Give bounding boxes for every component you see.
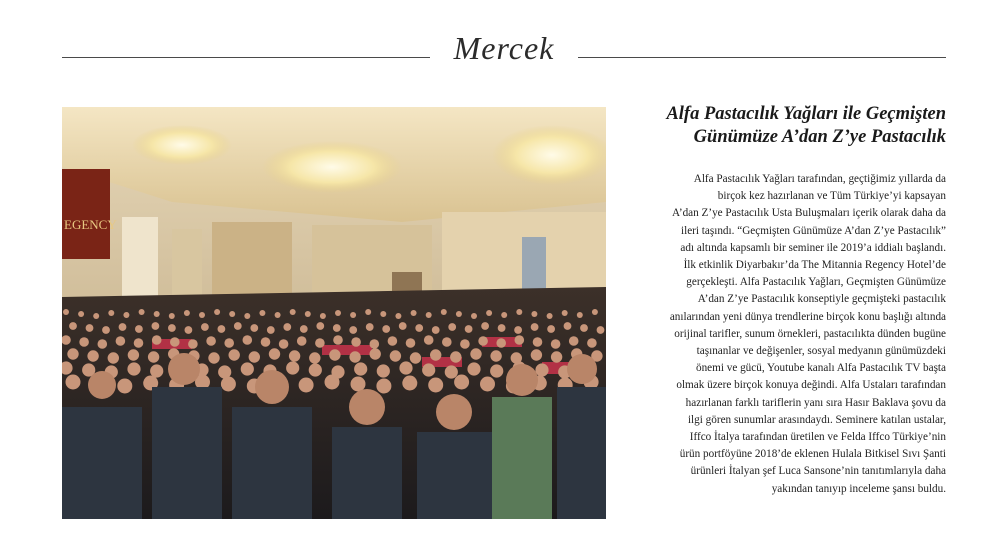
- audience-head: [424, 335, 434, 345]
- body-line: yakından tanıyıp inceleme şansı buldu.: [771, 482, 946, 495]
- audience-head: [498, 324, 506, 332]
- headline-line: Alfa Pastacılık Yağları ile Geçmişten: [666, 104, 946, 124]
- audience-head: [315, 338, 325, 348]
- audience-head: [350, 312, 356, 318]
- audience-head: [547, 313, 553, 319]
- audience-head: [481, 322, 489, 330]
- audience-head: [597, 326, 605, 334]
- audience-head: [206, 336, 216, 346]
- audience-head: [214, 309, 220, 315]
- audience-head: [229, 311, 235, 317]
- body-line: birçok kez hazırlanan ve Tüm Türkiye’yi kapsayan: [717, 190, 946, 203]
- audience-head: [410, 352, 421, 363]
- audience-head: [309, 363, 322, 376]
- audience-head: [366, 323, 374, 331]
- audience-head: [349, 351, 360, 362]
- audience-head: [241, 362, 254, 375]
- audience-head: [305, 311, 311, 317]
- audience-head: [79, 337, 89, 347]
- audience-head: [234, 322, 242, 330]
- audience-head: [456, 311, 462, 317]
- body-line: A’dan Z’ye Pastacılık konseptiyle geçmişteki pastacılık: [697, 293, 946, 306]
- audience-head: [188, 339, 198, 349]
- audience-head: [411, 310, 417, 316]
- audience-head: [199, 312, 205, 318]
- audience-head: [377, 364, 390, 377]
- audience-head: [490, 364, 503, 377]
- audience-head: [562, 310, 568, 316]
- audience-head: [78, 311, 84, 317]
- audience-head: [300, 325, 308, 333]
- audience-head: [108, 310, 114, 316]
- audience-head: [478, 336, 488, 346]
- audience-head: [290, 309, 296, 315]
- seminar-photo: [62, 107, 606, 519]
- audience-head: [471, 313, 477, 319]
- audience-head: [564, 322, 572, 330]
- audience-head: [501, 312, 507, 318]
- audience-head: [127, 362, 140, 375]
- audience-head: [422, 363, 435, 376]
- header-rule-right: [578, 57, 946, 58]
- audience-head: [243, 335, 253, 345]
- audience-head: [442, 337, 452, 347]
- audience-head: [382, 325, 390, 333]
- audience-head: [490, 350, 501, 361]
- audience-head: [402, 376, 417, 391]
- audience-head: [448, 323, 456, 331]
- audience-head: [249, 351, 260, 362]
- audience-head: [569, 336, 579, 346]
- body-line: Iffco İtalya tarafından üretilen ve Felda Iffco Türkiye’nin: [689, 431, 946, 444]
- audience-head: [168, 324, 176, 332]
- body-line: ileri taşındı. “Geçmişten Günümüze A’dan Z’ye Pastacılık”: [680, 224, 946, 237]
- audience-head: [267, 326, 275, 334]
- audience-head: [370, 348, 381, 359]
- audience-head: [119, 323, 127, 331]
- audience-head: [269, 348, 280, 359]
- audience-head: [514, 326, 522, 334]
- audience-head: [325, 375, 340, 390]
- audience-head: [86, 324, 94, 332]
- audience-head: [399, 322, 407, 330]
- body-line: orijinal tarifler, sunum örnekleri, pastacılıkta dünden bugüne: [674, 327, 946, 340]
- audience-head: [169, 313, 175, 319]
- audience-head: [551, 351, 562, 362]
- header-rule-left: [62, 57, 430, 58]
- audience-head: [229, 349, 240, 360]
- audience-head: [261, 337, 271, 347]
- audience-head: [218, 325, 226, 333]
- body-line: İlk etkinlik Diyarbakır’da The Mitannia Regency Hotel’de: [683, 259, 946, 272]
- audience-head: [577, 312, 583, 318]
- audience-head: [531, 323, 539, 331]
- audience-head: [320, 313, 326, 319]
- audience-head: [551, 339, 561, 349]
- audience-head: [450, 351, 461, 362]
- audience-head: [516, 309, 522, 315]
- body-line: önemi ve gücü, Youtube kanalı Alfa Pastacılık TV başta: [695, 362, 946, 375]
- audience-head: [279, 339, 289, 349]
- audience-head: [395, 313, 401, 319]
- body-line: ürünleri İtalyan şef Luca Sansone’nin tanıtımlarıyla daha: [690, 465, 946, 478]
- audience-head: [515, 335, 525, 345]
- body-line: anılarından yeni dünya trendlerine birçok konu başlığı altında: [669, 310, 946, 323]
- audience-head: [531, 311, 537, 317]
- audience-head: [250, 324, 258, 332]
- audience-head: [587, 338, 597, 348]
- audience-head: [335, 310, 341, 316]
- body-line: ürün portföyüne 2018’de eklenen Hulala Bitkisel Sıvı Şanti: [679, 448, 946, 461]
- body-line: A’dan Z’ye Pastacılık Usta Buluşmaları içerik olarak daha da: [672, 207, 946, 220]
- body-line: gerçekleşti. Alfa Pastacılık Yağları, Geçmişten Günümüze: [686, 276, 946, 289]
- audience-head: [286, 361, 299, 374]
- audience-head: [592, 309, 598, 315]
- audience-head: [380, 311, 386, 317]
- audience-head: [365, 309, 371, 315]
- audience-head: [470, 348, 481, 359]
- audience-head: [486, 310, 492, 316]
- audience-head: [184, 310, 190, 316]
- audience-head: [98, 339, 108, 349]
- audience-head: [108, 352, 119, 363]
- audience-head: [460, 339, 470, 349]
- body-line: adı altında kapsamlı bir seminer ile 2019’a iddialı başlandı.: [680, 241, 946, 254]
- audience-head: [123, 312, 129, 318]
- audience-head: [63, 309, 69, 315]
- audience-head: [329, 349, 340, 360]
- audience-head: [185, 326, 193, 334]
- body-line: ilgi gören sunumlar arasındaydı. Seminere katılan ustalar,: [687, 413, 946, 426]
- section-title: Mercek: [453, 30, 555, 66]
- audience-head: [150, 364, 163, 377]
- audience-head: [349, 326, 357, 334]
- audience-head: [102, 326, 110, 334]
- audience-head: [441, 309, 447, 315]
- audience-head: [547, 325, 555, 333]
- audience-head: [152, 322, 160, 330]
- audience-head: [289, 350, 300, 361]
- body-line: Alfa Pastacılık Yağları tarafından, geçtiğimiz yıllarda da: [693, 173, 946, 185]
- audience-head: [376, 379, 391, 394]
- audience-head: [299, 378, 314, 393]
- audience-head: [370, 339, 380, 349]
- audience-head: [415, 324, 423, 332]
- article-headline: [612, 103, 946, 149]
- audience-head: [432, 326, 440, 334]
- audience-head: [244, 313, 250, 319]
- audience-head: [316, 322, 324, 330]
- article-body: [612, 171, 946, 498]
- audience-head: [117, 379, 132, 394]
- body-line: taşınanlar ve değişenler, sosyal medyanın günümüzdeki: [696, 345, 946, 358]
- audience-head: [170, 337, 180, 347]
- audience-head: [351, 377, 366, 392]
- audience-head: [208, 352, 219, 363]
- audience-head: [128, 349, 139, 360]
- audience-head: [428, 378, 443, 393]
- audience-head: [467, 362, 480, 375]
- audience-head: [93, 313, 99, 319]
- audience-head: [69, 322, 77, 330]
- audience-head: [333, 335, 343, 345]
- audience-head: [154, 311, 160, 317]
- audience-head: [135, 325, 143, 333]
- audience-head: [297, 336, 307, 346]
- audience-head: [148, 351, 159, 362]
- audience-head: [406, 338, 416, 348]
- body-line: olmak üzere birçok konuya değindi. Alfa Ustaları tarafından: [676, 379, 946, 392]
- audience-head: [224, 338, 234, 348]
- audience-head: [388, 336, 398, 346]
- audience-head: [535, 363, 548, 376]
- audience-head: [201, 323, 209, 331]
- audience-head: [152, 335, 162, 345]
- audience-head: [445, 365, 458, 378]
- audience-head: [580, 324, 588, 332]
- audience-head: [66, 375, 81, 390]
- audience-head: [430, 349, 441, 360]
- audience-head: [116, 336, 126, 346]
- audience-head: [221, 377, 236, 392]
- body-line: hazırlanan farklı tariflerin yanı sıra Hasır Baklava şovu da: [685, 396, 946, 409]
- audience-head: [496, 338, 506, 348]
- audience-head: [67, 348, 78, 359]
- audience-head: [454, 375, 469, 390]
- audience-head: [309, 352, 320, 363]
- audience-head: [87, 350, 98, 361]
- audience-head: [333, 324, 341, 332]
- audience-head: [354, 362, 367, 375]
- audience-head: [134, 338, 144, 348]
- audience-head: [533, 337, 543, 347]
- audience-head: [426, 312, 432, 318]
- audience-head: [399, 361, 412, 374]
- audience-head: [275, 312, 281, 318]
- audience-head: [531, 349, 542, 360]
- audience-head: [390, 350, 401, 361]
- chandelier: [262, 141, 402, 193]
- audience-head: [283, 323, 291, 331]
- audience-head: [465, 325, 473, 333]
- audience-head: [351, 337, 361, 347]
- audience-head: [259, 310, 265, 316]
- audience-head: [139, 309, 145, 315]
- headline-line: Günümüze A’dan Z’ye Pastacılık: [693, 127, 946, 147]
- audience-head: [480, 377, 495, 392]
- hotel-sign-text: EGENCY: [64, 217, 117, 232]
- chandelier: [132, 125, 232, 165]
